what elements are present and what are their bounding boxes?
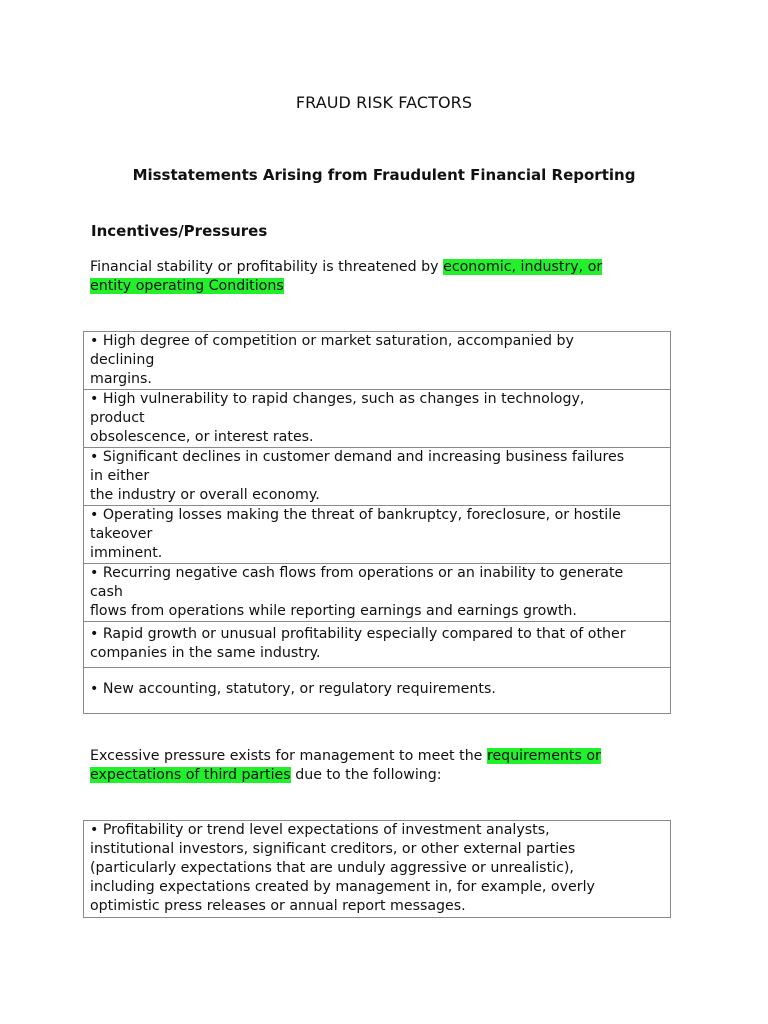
table-cell <box>84 564 671 622</box>
cell-line: imminent. <box>90 545 163 561</box>
cell-line: cash <box>90 584 123 600</box>
cell-line: in either <box>90 468 150 484</box>
table-row <box>84 668 671 714</box>
table-cell <box>84 390 671 448</box>
cell-line: flows from operations while reporting earnings and earnings growth. <box>90 603 577 619</box>
third-party-expectations-table <box>83 820 671 918</box>
cell-line: obsolescence, or interest rates. <box>90 429 314 445</box>
table-row <box>84 506 671 564</box>
cell-line: • High degree of competition or market saturation, accompanied by <box>90 333 574 349</box>
table-row <box>84 564 671 622</box>
paragraph-text: Financial stability or profitability is threatened by <box>90 259 444 275</box>
table-cell <box>84 506 671 564</box>
highlighted-text: entity operating Conditions <box>90 277 284 294</box>
document-subtitle: Misstatements Arising from Fraudulent Financial Reporting <box>132 166 636 184</box>
table-row <box>84 622 671 668</box>
table-row <box>84 821 671 918</box>
cell-line: institutional investors, significant creditors, or other external parties <box>90 841 576 857</box>
cell-line: declining <box>90 352 155 368</box>
cell-line: takeover <box>90 526 153 542</box>
cell-line: optimistic press releases or annual report messages. <box>90 898 466 914</box>
table-cell <box>84 668 671 714</box>
cell-line: • High vulnerability to rapid changes, such as changes in technology, <box>90 391 585 407</box>
cell-line: companies in the same industry. <box>90 645 321 661</box>
cell-line: margins. <box>90 371 152 387</box>
cell-line: • Rapid growth or unusual profitability especially compared to that of other <box>90 626 626 642</box>
cell-line: the industry or overall economy. <box>90 487 320 503</box>
cell-line: • Significant declines in customer demand and increasing business failures <box>90 449 625 465</box>
cell-line: • New accounting, statutory, or regulatory requirements. <box>90 681 496 697</box>
risk-factors-table <box>83 331 671 714</box>
highlighted-text: expectations of third parties <box>90 766 291 783</box>
section-heading-incentives: Incentives/Pressures <box>91 222 268 240</box>
table-cell <box>84 448 671 506</box>
highlighted-text: economic, industry, or <box>443 259 603 275</box>
cell-line: • Profitability or trend level expectations of investment analysts, <box>90 822 550 838</box>
cell-line: product <box>90 410 145 426</box>
cell-line: including expectations created by management in, for example, overly <box>90 879 595 895</box>
table-cell <box>84 332 671 390</box>
table-cell <box>84 622 671 668</box>
table-row <box>84 448 671 506</box>
cell-line: (particularly expectations that are unduly aggressive or unrealistic), <box>90 860 574 876</box>
table-row <box>84 332 671 390</box>
highlighted-text: requirements or <box>486 748 601 764</box>
cell-line: • Recurring negative cash flows from operations or an inability to generate <box>90 565 624 581</box>
paragraph-text: due to the following: <box>290 766 442 783</box>
cell-line: • Operating losses making the threat of bankruptcy, foreclosure, or hostile <box>90 507 621 523</box>
table-row <box>84 390 671 448</box>
paragraph-text: Excessive pressure exists for management to meet the <box>90 748 487 764</box>
paragraph-excessive-pressure <box>90 747 650 784</box>
paragraph-financial-stability <box>90 258 650 295</box>
document-title: FRAUD RISK FACTORS <box>295 93 473 112</box>
table-cell <box>84 821 671 918</box>
